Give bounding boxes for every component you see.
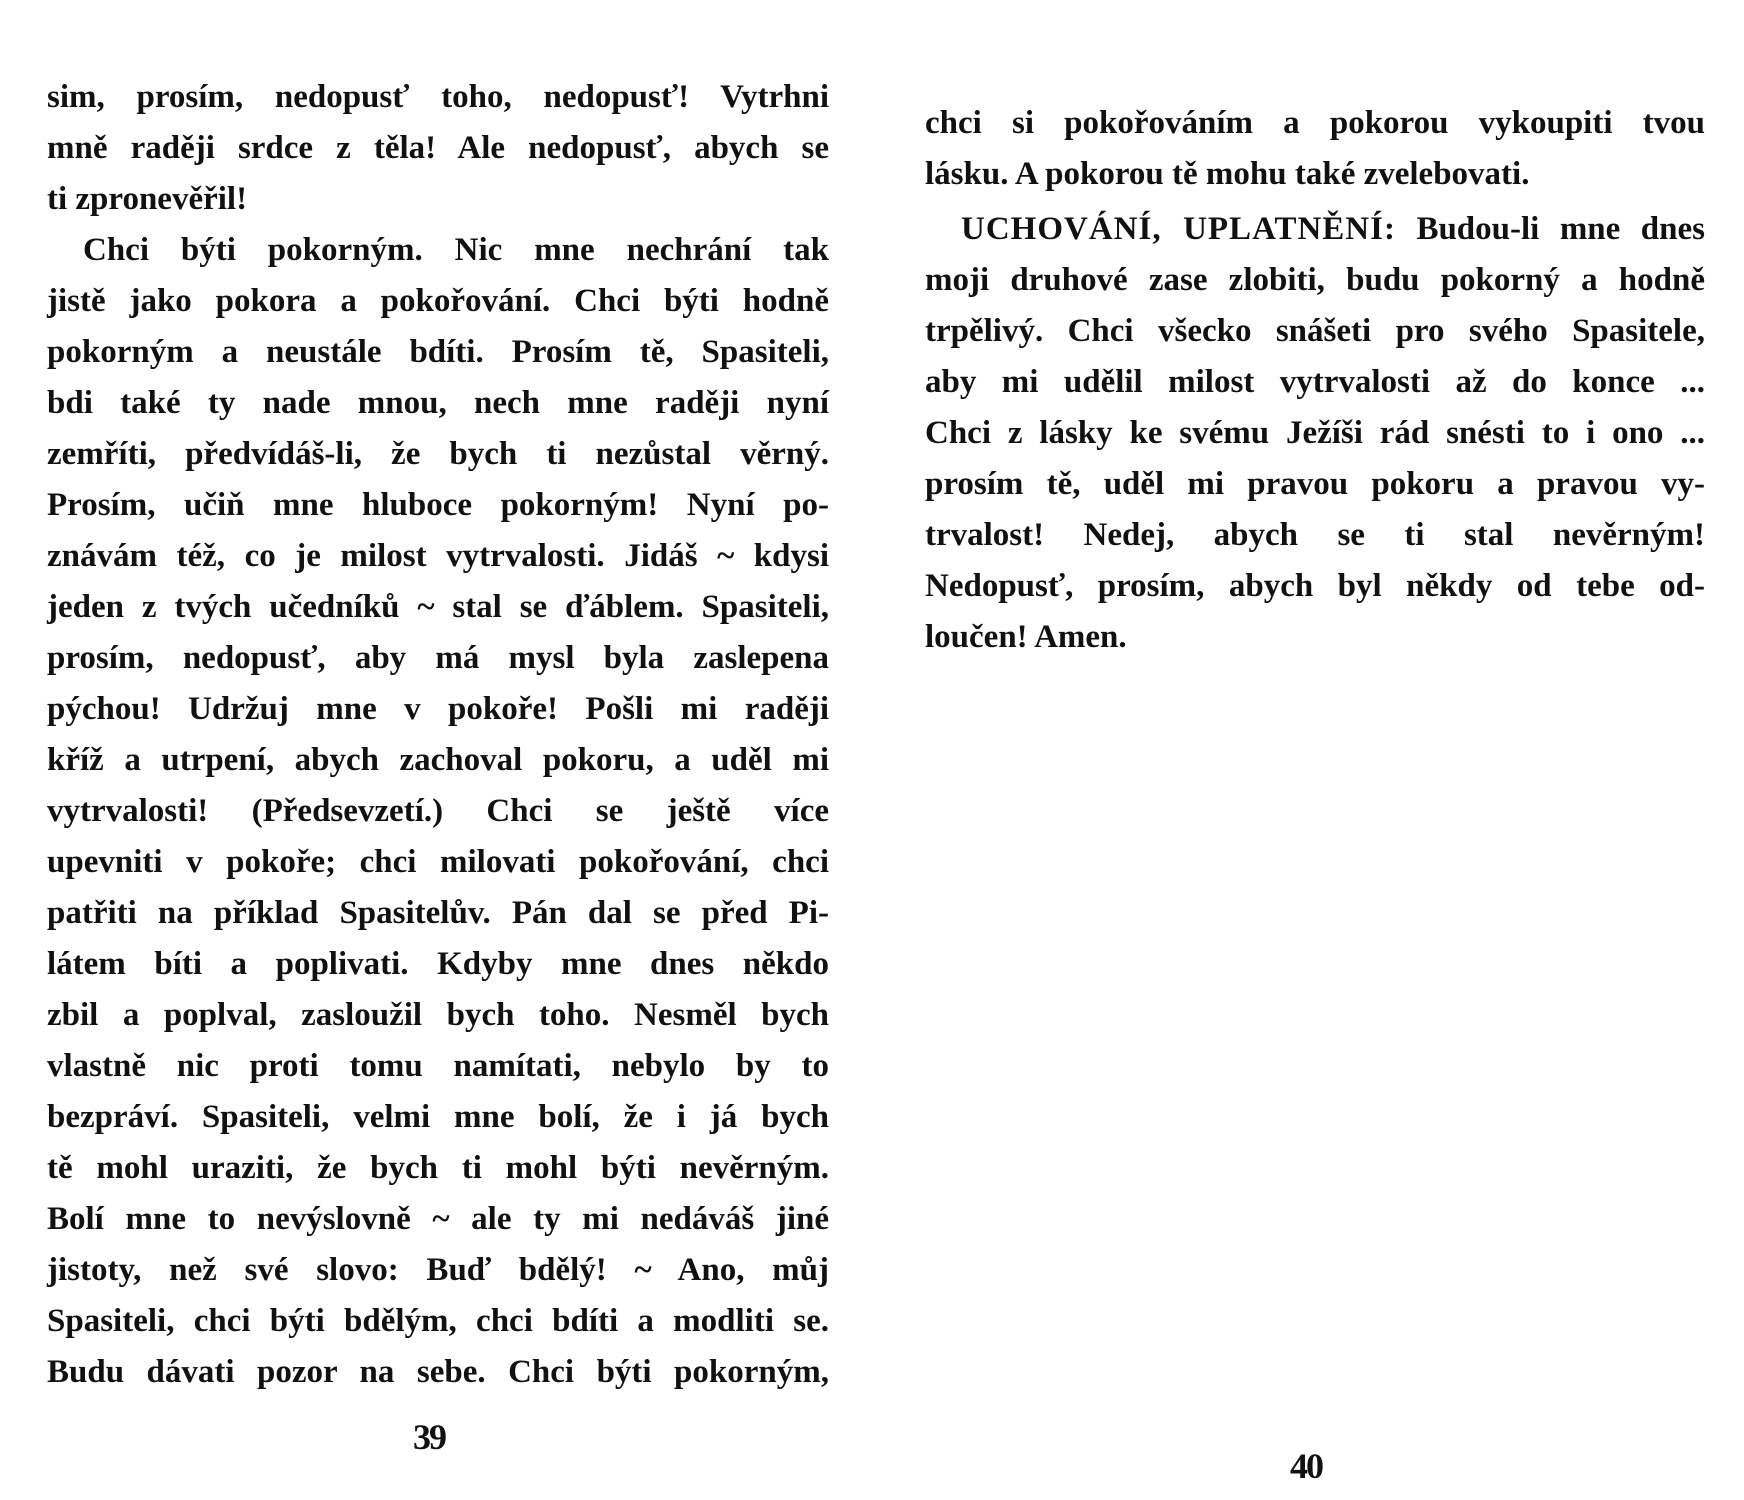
- right-line-6: aby mi udělil milost vytrvalosti až do konce ...: [925, 364, 1705, 400]
- left-line-10: znávám též, co je milost vytrvalosti. Jidáš ~ kdysi: [47, 538, 829, 574]
- left-line-4: Chci býti pokorným. Nic mne nechrání tak: [83, 232, 829, 268]
- left-line-5: jistě jako pokora a pokořování. Chci býti hodně: [47, 283, 829, 319]
- left-line-6: pokorným a neustále bdíti. Prosím tě, Spasiteli,: [47, 334, 829, 370]
- right-line-1: chci si pokořováním a pokorou vykoupiti tvou: [925, 105, 1705, 141]
- left-line-23: Bolí mne to nevýslovně ~ ale ty mi nedáváš jiné: [47, 1201, 829, 1237]
- right-line-4: moji druhové zase zlobiti, budu pokorný a hodně: [925, 262, 1705, 298]
- left-line-8: zemříti, předvídáš-li, že bych ti nezůstal věrný.: [47, 436, 829, 472]
- left-line-22: tě mohl uraziti, že bych ti mohl býti nevěrným.: [47, 1150, 829, 1186]
- right-line-8: prosím tě, uděl mi pravou pokoru a pravou vy-: [925, 466, 1705, 502]
- right-line-5: trpělivý. Chci všecko snášeti pro svého Spasitele,: [925, 313, 1705, 349]
- right-line-10: Nedopusť, prosím, abych byl někdy od tebe od-: [925, 568, 1705, 604]
- left-line-2: mně raději srdce z těla! Ale nedopusť, abych se: [47, 130, 829, 166]
- left-line-19: zbil a poplval, zasloužil bych toho. Nesměl bych: [47, 997, 829, 1033]
- left-line-17: patřiti na příklad Spasitelův. Pán dal se před Pi-: [47, 895, 829, 931]
- left-page-number: 39: [413, 1417, 445, 1457]
- right-page-number: 40: [1290, 1446, 1322, 1486]
- right-line-9: trvalost! Nedej, abych se ti stal nevěrným!: [925, 517, 1705, 553]
- left-line-21: bezpráví. Spasiteli, velmi mne bolí, že i já bych: [47, 1099, 829, 1135]
- left-line-1: sim, prosím, nedopusť toho, nedopusť! Vytrhni: [47, 79, 829, 115]
- left-line-3: ti zpronevěřil!: [47, 181, 248, 217]
- left-line-16: upevniti v pokoře; chci milovati pokořování, chci: [47, 844, 829, 880]
- left-line-11: jeden z tvých učedníků ~ stal se ďáblem. Spasiteli,: [47, 589, 829, 625]
- right-line-3: UCHOVÁNÍ, UPLATNĚNÍ: Budou-li mne dnes: [961, 211, 1705, 247]
- left-line-20: vlastně nic proti tomu namítati, nebylo by to: [47, 1048, 829, 1084]
- left-page-text: [47, 72, 829, 1398]
- left-line-14: kříž a utrpení, abych zachoval pokoru, a uděl mi: [47, 742, 829, 778]
- right-line-7: Chci z lásky ke svému Ježíši rád snésti to i ono ...: [925, 415, 1705, 451]
- left-line-18: látem bíti a poplivati. Kdyby mne dnes někdo: [47, 946, 829, 982]
- left-line-24: jistoty, než své slovo: Buď bdělý! ~ Ano, můj: [47, 1252, 829, 1288]
- right-line-11: loučen! Amen.: [925, 619, 1127, 655]
- right-page-text: [925, 98, 1705, 663]
- left-line-7: bdi také ty nade mnou, nech mne raději nyní: [47, 385, 829, 421]
- left-line-9: Prosím, učiň mne hluboce pokorným! Nyní po-: [47, 487, 829, 523]
- left-line-15: vytrvalosti! (Předsevzetí.) Chci se ještě více: [47, 793, 829, 829]
- left-line-12: prosím, nedopusť, aby má mysl byla zaslepena: [47, 640, 829, 676]
- left-line-25: Spasiteli, chci býti bdělým, chci bdíti a modliti se.: [47, 1303, 829, 1339]
- left-line-13: pýchou! Udržuj mne v pokoře! Pošli mi raději: [47, 691, 829, 727]
- right-line-2: lásku. A pokorou tě mohu také zvelebovati.: [925, 156, 1530, 192]
- section-heading-uchovani: UCHOVÁNÍ, UPLATNĚNÍ:: [961, 211, 1396, 247]
- left-line-26: Budu dávati pozor na sebe. Chci býti pokorným,: [47, 1354, 829, 1390]
